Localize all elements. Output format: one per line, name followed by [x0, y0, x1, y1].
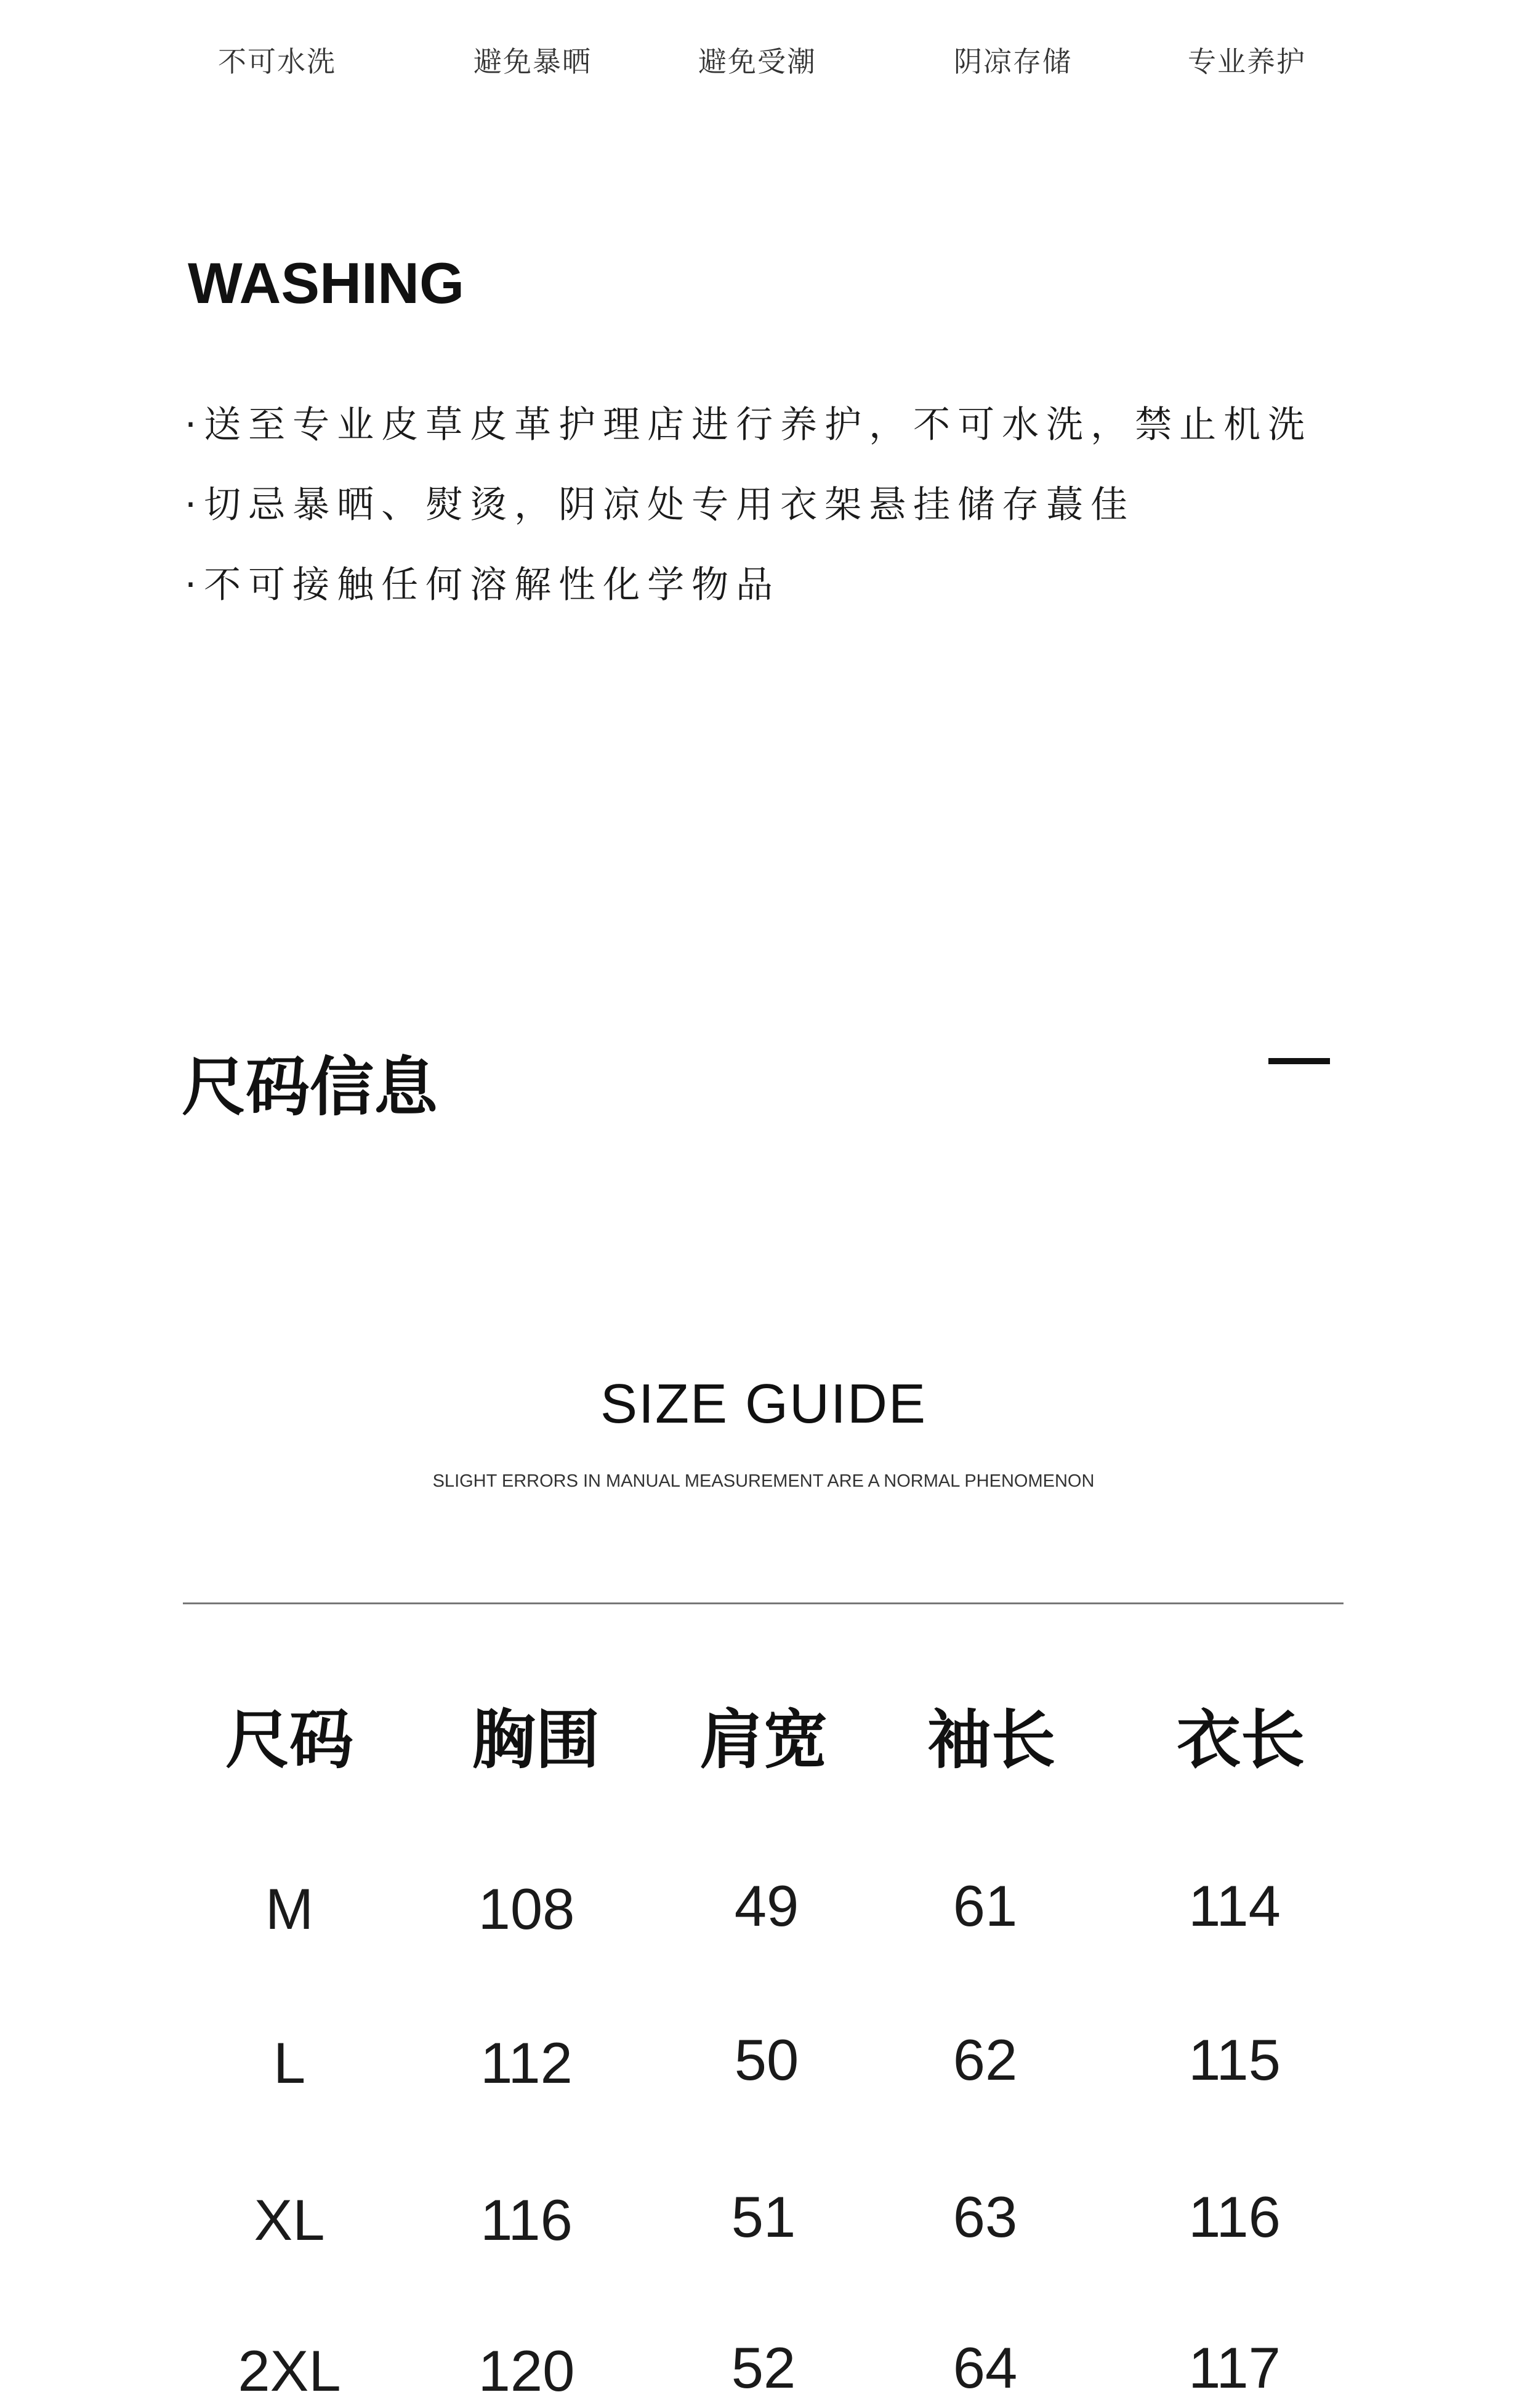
cell-shoulder: 50 — [734, 2027, 799, 2092]
size-guide-subtitle: SLIGHT ERRORS IN MANUAL MEASUREMENT ARE A NORMAL PHENOMENON — [432, 1471, 1095, 1491]
header-sleeve: 袖长 — [927, 1702, 1055, 1777]
care-label-cool-storage: 阴凉存储 — [954, 45, 1072, 78]
cell-size: M — [265, 1877, 314, 1941]
washing-heading: WASHING — [188, 251, 465, 315]
cell-length: 116 — [1188, 2184, 1281, 2249]
cell-shoulder: 51 — [731, 2184, 796, 2249]
header-length: 衣长 — [1176, 1702, 1305, 1777]
care-label-avoid-sun: 避免暴晒 — [473, 45, 592, 78]
cell-shoulder: 49 — [734, 1873, 799, 1938]
cell-shoulder: 52 — [731, 2335, 796, 2400]
cell-size: 2XL — [238, 2338, 341, 2403]
washing-line-3: ·不可接触任何溶解性化学物品 — [185, 564, 781, 607]
header-shoulder: 肩宽 — [699, 1702, 828, 1777]
header-chest: 胸围 — [471, 1702, 600, 1777]
divider — [183, 1602, 1344, 1604]
cell-length: 114 — [1188, 1873, 1281, 1938]
cell-chest: 116 — [480, 2188, 573, 2252]
cell-sleeve: 64 — [953, 2335, 1018, 2400]
cell-size: XL — [254, 2188, 325, 2252]
cell-size: L — [273, 2030, 306, 2095]
cell-length: 115 — [1188, 2027, 1281, 2092]
washing-line-1: ·送至专业皮草皮革护理店进行养护，不可水洗，禁止机洗 — [185, 403, 1313, 446]
cell-sleeve: 61 — [953, 1873, 1018, 1938]
care-label-professional-care: 专业养护 — [1188, 45, 1306, 78]
cell-chest: 120 — [478, 2338, 575, 2403]
cell-sleeve: 63 — [953, 2184, 1018, 2249]
cell-chest: 112 — [480, 2030, 573, 2095]
care-label-avoid-moisture: 避免受潮 — [698, 45, 816, 78]
cell-sleeve: 62 — [953, 2027, 1018, 2092]
header-size: 尺码 — [225, 1702, 353, 1777]
size-info-heading: 尺码信息 — [182, 1049, 438, 1125]
care-label-no-wash: 不可水洗 — [218, 45, 336, 78]
size-guide-title: SIZE GUIDE — [600, 1373, 927, 1435]
cell-length: 117 — [1188, 2335, 1281, 2400]
washing-line-2: ·切忌暴晒、熨烫，阴凉处专用衣架悬挂储存蕞佳 — [185, 483, 1135, 527]
cell-chest: 108 — [478, 1877, 575, 1941]
minus-icon[interactable] — [1268, 1058, 1330, 1064]
